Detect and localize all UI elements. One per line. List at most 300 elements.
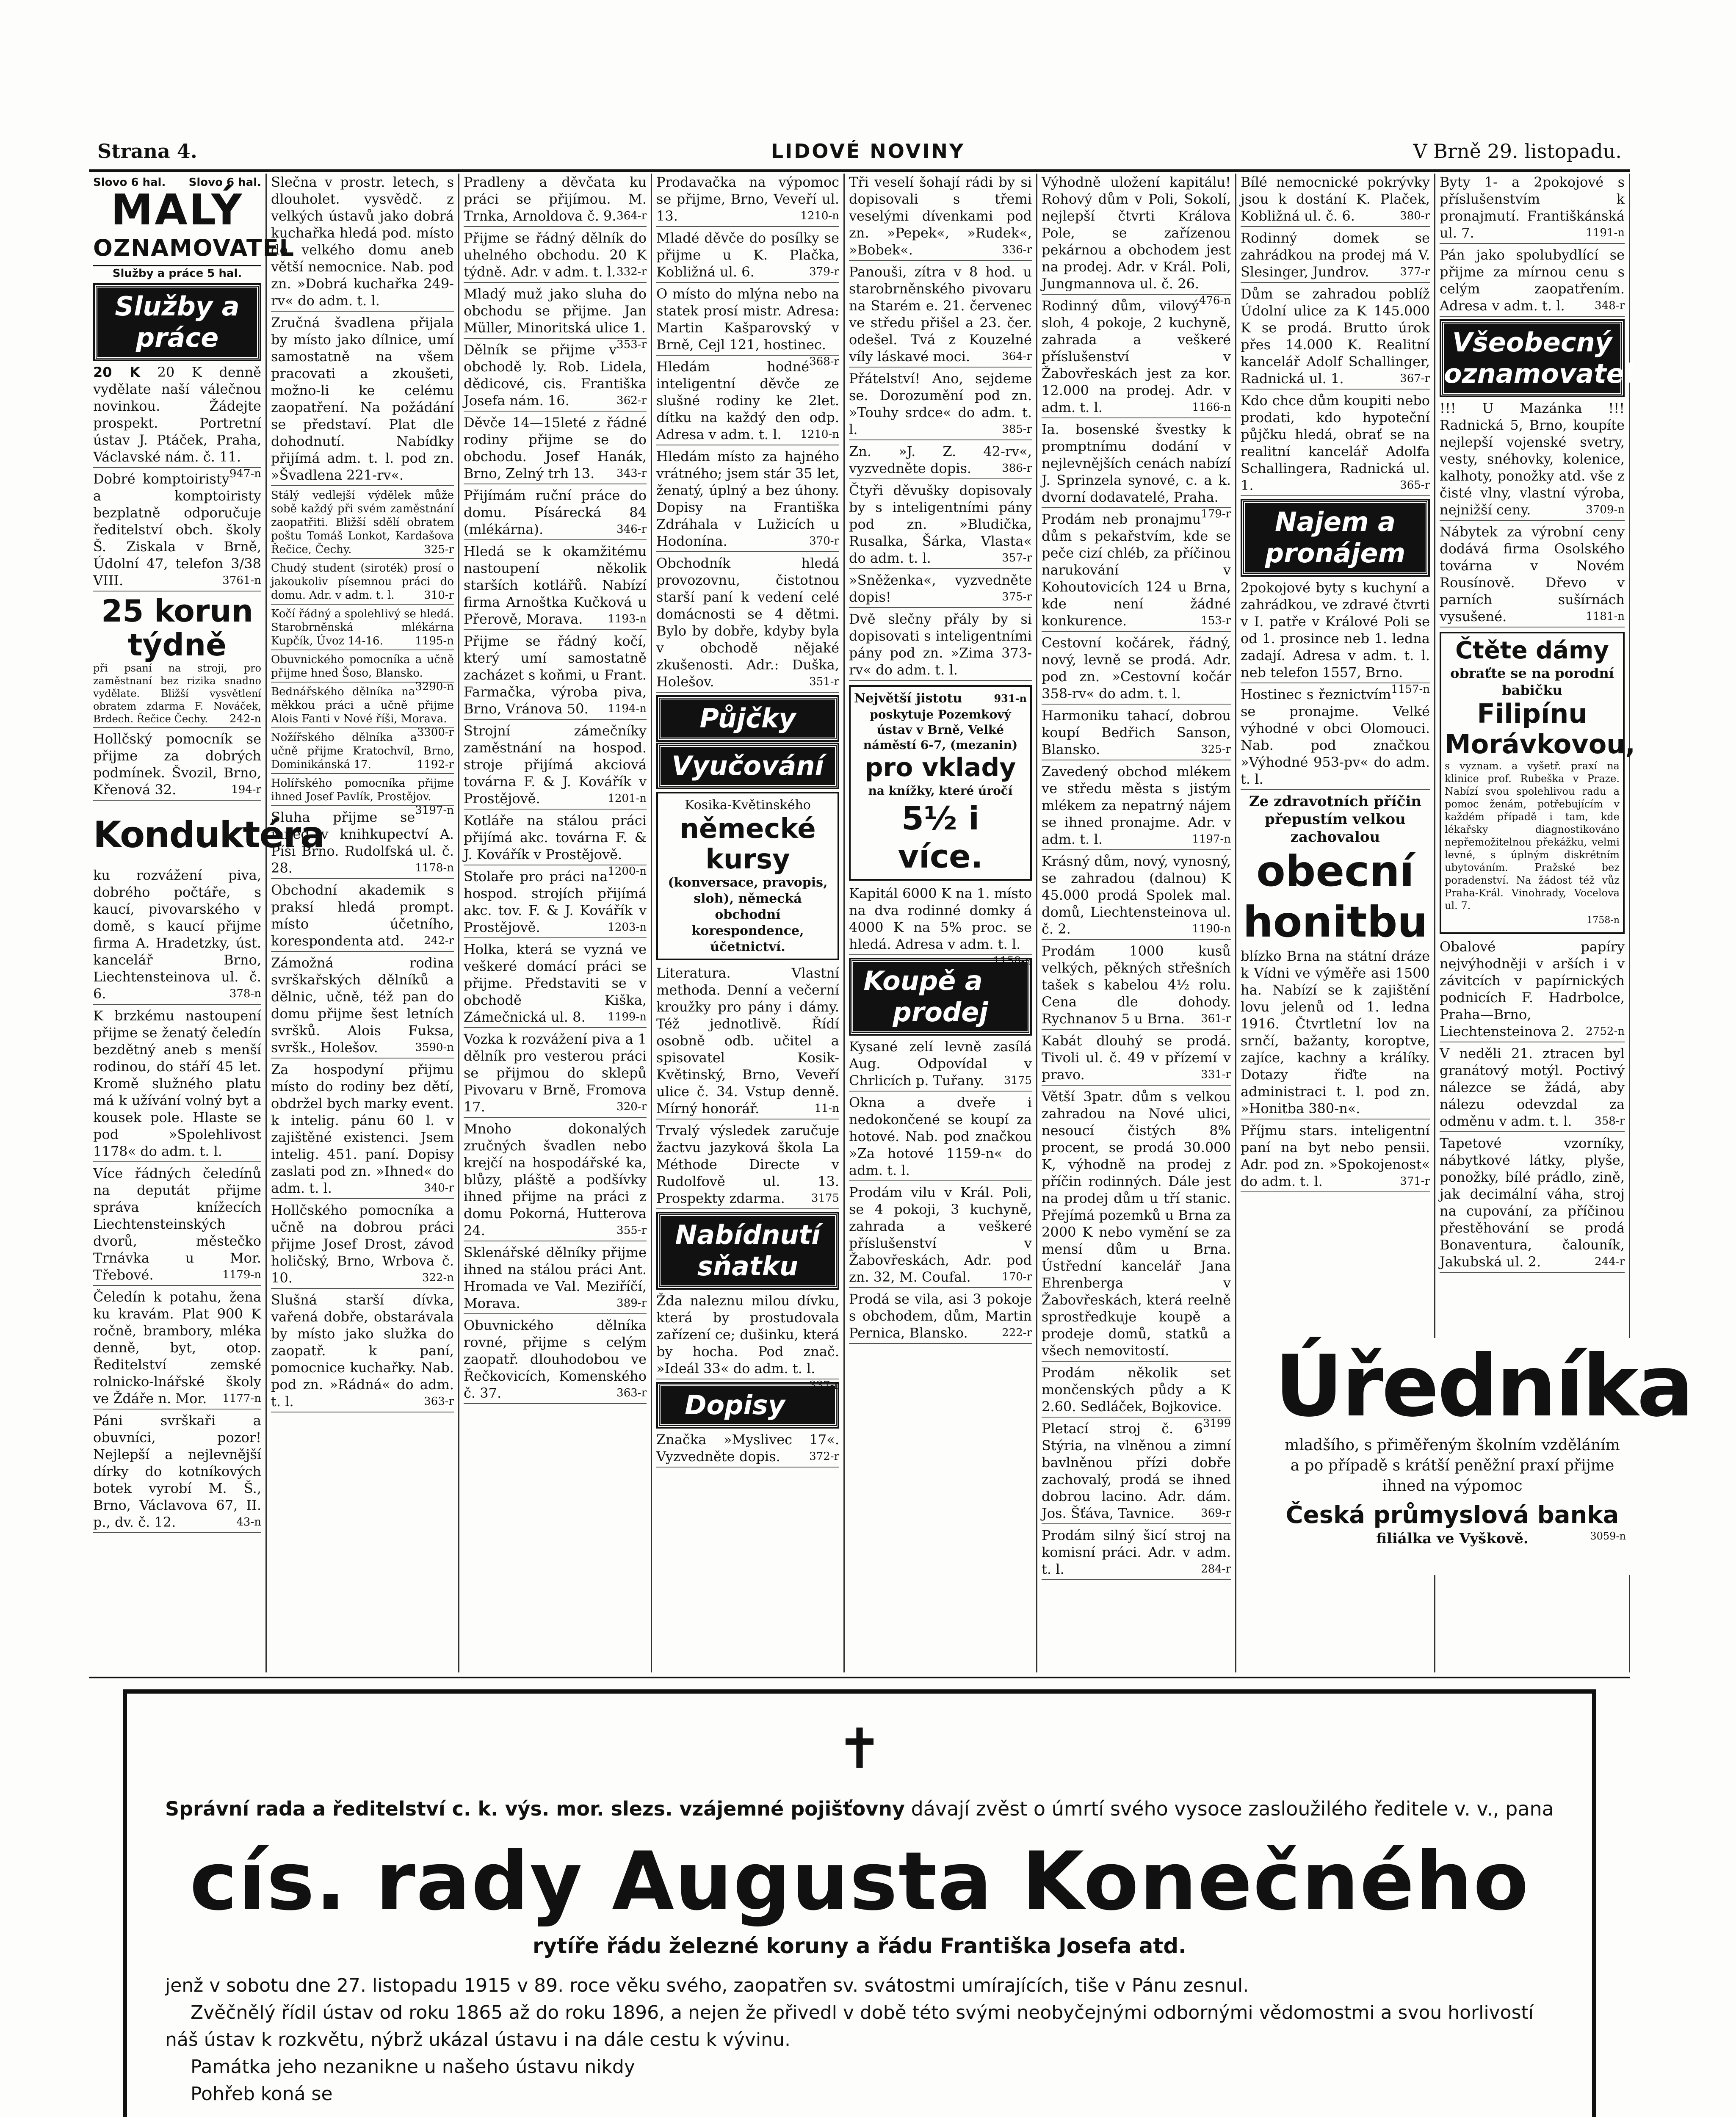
ad-text: Výhodně uložení kapitálu! Rohový dům v Poli, Sokolí, nejlepší čtvrti Králova Pole, se zařízenou pekárnou a obchodem jest na prodej. Adr. v Král. Poli, Jungmannova ul. č. 26.	[1042, 174, 1231, 292]
classified-ad	[849, 370, 1032, 440]
ad-code: 43-n	[236, 1516, 261, 1528]
ad-text: Vozka k rozvážení piva a 1 dělník pro vesterou práci se přijmou do sklepů Pivovaru v Brně, Fromova 17.	[464, 1031, 647, 1115]
ad-code: 1190-n	[1192, 923, 1231, 935]
ad-code: 931-n	[994, 692, 1027, 705]
section-masthead	[93, 176, 295, 281]
ad-text: Děvče 14—15leté z řádné rodiny přijme se do obchodu. Josef Hanák, Brno, Zelný trh 13.	[464, 415, 647, 481]
ad-code: 379-r	[809, 265, 839, 278]
page-header	[97, 140, 1622, 174]
ad-headline: Filipínu Morávkovou,	[1445, 698, 1635, 760]
classified-ad	[1241, 686, 1430, 790]
classified-ad	[1440, 174, 1625, 244]
ad-text: Mnoho dokonalých zručných švadlen nebo krejčí na hospodářské ka, blůzy, pláště a podšívky ihned přijme na práci z domu Pokorná, Hutterova 24.	[464, 1121, 647, 1238]
classified-ad	[849, 1038, 1032, 1092]
ad-text: Kočí řádný a spolehlivý se hledá. Starobrněnská mlékárna Kupčík, Úvoz 14-16.	[271, 608, 454, 647]
ad-text: Prodám vilu v Král. Poli, se 4 pokoji, 3 kuchyně, zahrada a veškeré příslušenství v Žabovřeskách, Adr. pod zn. 32, M. Coufal.	[849, 1184, 1032, 1285]
ad-text: K brzkému nastoupení přijme se ženatý čeledín bezdětný aneb s menší rodinou, do stáří 45 let. Kromě služného platu má k užívání volný byt a kousek pole. Hlaste se pod »Spolehlivost 1178« do adm. t. l.	[93, 1008, 261, 1159]
ad-code: 1758-n	[1587, 915, 1620, 926]
ad-text: Obuvnického pomocníka a učně přijme hned Šoso, Blansko.	[271, 653, 454, 680]
classified-ad	[271, 561, 454, 605]
ad-code: 1203-n	[608, 921, 647, 934]
classified-ad	[271, 607, 454, 650]
ad-text: 20 K denně vydělate naší válečnou novinkou. Žádejte prospekt. Portretní ústav J. Ptáček, Praha, Václavské nám. č. 11.	[93, 364, 261, 465]
obituary-paragraph: jenž v sobotu dne 27. listopadu 1915 v 89. roce věku svého, zaopatřen sv. svátostmi umírajících, tiše v Pánu zesnul.	[165, 1975, 1249, 1996]
classified-ad	[656, 1292, 839, 1392]
ad-text: Ia. bosenské švestky k promptnímu dodání v nejlevnějších cenách nabízí J. Sprinzela synové, c. a k. dvorní dodavatelé, Praha.	[1042, 421, 1231, 505]
ad-code: 3709-n	[1586, 503, 1625, 516]
ad-code: 336-r	[1002, 243, 1032, 256]
classified-ad	[656, 1122, 839, 1209]
ad-code: 1197-n	[1192, 833, 1231, 846]
ad-text: Slušná starší dívka, vařená dobře, obstarávala by místo jako služka do zaopatř. k paní, pomocnice kuchařky. Nab. pod zn. »Rádná« do adm. t. l.	[271, 1292, 454, 1409]
ad-code: 389-r	[616, 1297, 647, 1310]
ad-headline: 25 korun týdně	[101, 593, 253, 663]
classified-ad	[1042, 707, 1231, 760]
ad-code: 2752-n	[1586, 1025, 1625, 1038]
obituary-intro	[165, 1795, 1554, 1822]
ad-code: 3300-r	[417, 726, 454, 739]
mast-title-oznamovatel: OZNAMOVATEL	[93, 235, 295, 261]
classified-ad	[656, 285, 839, 368]
ad-text: Mladý muž jako sluha do obchodu se přijme. Jan Müller, Minoritská ulice 1.	[464, 286, 647, 336]
ad-code: 369-r	[1201, 1507, 1231, 1520]
bank-job-ad	[1274, 1337, 1692, 1575]
classified-columns	[89, 174, 1692, 1672]
classified-ad	[656, 174, 839, 227]
classified-ad	[271, 809, 454, 879]
ad-code: 363-r	[424, 1395, 454, 1408]
ad-code: 1201-n	[608, 792, 647, 805]
ad-code: 1191-n	[1586, 227, 1625, 239]
ad-text: Panouši, zítra v 8 hod. u starobrněnského pivovaru na Starém e. 21. červenec ve středu přišel a 23. čer. odešel. Tvá z Kouzelné víly láskavé moci.	[849, 264, 1032, 365]
ad-code: 242-r	[424, 934, 454, 947]
ad-code: 1177-n	[222, 1392, 261, 1405]
ad-text: Chudý student (siroték) prosí o jakoukoliv písemnou práci do domu. Adr. v adm. t. l.	[271, 562, 454, 602]
section-banner-snatky: Nabídnutí sňatku	[658, 1213, 838, 1288]
classified-ad	[1042, 1088, 1231, 1362]
ad-text: Pán jako spolubydlící se přijme za mírnou cenu s celým zaopatřením. Adresa v adm. t. l.	[1440, 247, 1625, 314]
ad-code: 365-r	[1400, 479, 1430, 492]
ad-code: 11-n	[814, 1102, 839, 1115]
classified-ad	[1241, 285, 1430, 390]
ad-code: 377-r	[1400, 265, 1430, 278]
column-3	[459, 174, 652, 1672]
classified-ad	[656, 229, 839, 283]
ad-text: Nábytek za výrobní ceny dodává firma Osolského továrna v Novém Rousínově. Dřevo v parních sušírnách vysušené.	[1440, 524, 1625, 625]
classified-ad	[849, 443, 1032, 479]
classified-ad	[93, 1007, 261, 1162]
ad-text: Ze zdravotních příčin přepustím velkou zachovalou	[1249, 793, 1422, 846]
ad-text: Kysané zelí levně zasílá Aug. Odpovídal v Chrlicích p. Tuřany.	[849, 1039, 1032, 1089]
mast-note: Služby a práce 5 hal.	[93, 265, 261, 281]
ad-text: Obchodník hledá provozovnu, čistotnou starší paní k vedení celé domácnosti se 4 dětmi. Bylo by dobře, kdyby byla v obchodě nějaké zkušenosti. Adr.: Duška, Holešov.	[656, 555, 839, 690]
obituary-intro-text: dávají zvěst o úmrtí svého vysoce zasloužilého ředitele v. v., pana	[911, 1797, 1554, 1820]
ad-code: 1199-n	[608, 1011, 647, 1023]
classified-ad	[271, 489, 454, 559]
classified-ad	[1440, 938, 1625, 1042]
ad-text: Tři veselí šohají rádi by si dopisovali s třemi veselými dívenkami pod zn. »Pepek«, »Rudek«, »Bobek«.	[849, 174, 1032, 258]
ad-text: Pradleny a děvčata ku práci se přijímou. M. Trnka, Arnoldova č. 9.	[464, 174, 647, 224]
ad-code: 3059-n	[1590, 1530, 1626, 1542]
section-banner-pujcky: Půjčky	[658, 697, 838, 740]
ad-text: Příjmu stars. inteligentní paní na byt nebo pensii. Adr. pod zn. »Spokojenost« do adm. t. l.	[1241, 1122, 1430, 1189]
ad-text: Zručná švadlena přijala by místo jako dílnice, umí samostatně na všem pracovati a zkoušeti, možno-li ke celému zaopatření. Na požádání se představí. Plat dle dohodnutí. Nabídky přijímá adm. t. l. pod zn. »Švadlena 221-rv«.	[271, 315, 454, 483]
ad-text: Prodá se vila, asi 3 pokoje s obchodem, dům, Martin Pernica, Blansko.	[849, 1291, 1032, 1341]
ad-code: 357-r	[1002, 552, 1032, 564]
classified-ad	[849, 572, 1032, 608]
ad-text: Dobré komptoiristy a komptoiristy bezplatně odporučuje ředitelství obch. školy Š. Ziskala v Brně, Údolní 47, telefon 3/38 VIII.	[93, 471, 261, 589]
ad-code: 368-r	[809, 355, 839, 368]
ad-text: poskytuje Pozemkový ústav v Brně, Velké náměstí 6-7, (mezanin)	[863, 708, 1018, 752]
ad-code: 1178-n	[415, 862, 454, 874]
classified-ad	[849, 611, 1032, 681]
classified-ad	[271, 314, 454, 486]
classified-ad	[849, 1094, 1032, 1181]
deceased-name: cís. rady Augusta Konečného	[189, 1835, 1530, 1928]
section-banner-vseobecny: Všeobecný oznamovatel	[1441, 321, 1623, 395]
ad-text: Prodavačka na výpomoc se přijme, Brno, Veveří ul. 13.	[656, 174, 839, 224]
ad-text: Kosika-Květinského	[685, 798, 811, 813]
ad-code: 364-r	[1002, 350, 1032, 363]
ad-text: Žda naleznu milou dívku, která by prostudovala zařízení ce; dušinku, která by hocha. Pod znač. »Ideál 33« do adm. t. l.	[656, 1293, 839, 1376]
ad-text: Krásný dům, nový, vynosný, se zahradou (dalnou) K 45.000 prodá Spolek mal. domů, Liechtensteinova ul. č. 2.	[1042, 853, 1231, 937]
cross-icon: ✝	[836, 1716, 883, 1781]
mast-price-left: Slovo 6 hal.	[93, 176, 166, 189]
ad-code: 1195-n	[415, 635, 454, 647]
section-banner-najem: Najem a pronájem	[1242, 500, 1428, 575]
classified-ad	[464, 722, 647, 810]
header-rule	[89, 169, 1630, 172]
ad-code: 1166-n	[1192, 401, 1231, 414]
classified-ad	[1042, 1032, 1231, 1086]
classified-ad	[1241, 229, 1430, 283]
ad-code: 153-r	[1201, 614, 1231, 627]
classified-ad	[1440, 246, 1625, 317]
ad-headline: obecní honitbu	[1243, 846, 1428, 947]
mast-price-right: Slovo 6 hal.	[188, 176, 261, 189]
classified-ad	[1241, 174, 1430, 227]
column-6	[1037, 174, 1236, 1672]
ad-code: 386-r	[1002, 462, 1032, 475]
classified-ad	[849, 1184, 1032, 1288]
classified-ad	[464, 633, 647, 720]
ad-code: 325-r	[424, 543, 454, 556]
ad-code: 346-r	[616, 523, 647, 536]
ad-code: 1193-n	[608, 613, 647, 625]
ad-text: Obuvnického dělníka rovné, přijme s celým zaopatř. dlouhodobou ve Řečkovicích, Komenského č. 37.	[464, 1317, 647, 1401]
midwife-ad	[1440, 632, 1635, 934]
classified-ad	[1042, 511, 1231, 632]
ad-code: 3590-n	[415, 1041, 454, 1054]
classified-ad	[464, 941, 647, 1028]
ad-code: 332-r	[616, 265, 647, 278]
ad-text: Prodám silný šicí stroj na komisní práci. Adr. v adm. t. l.	[1042, 1527, 1231, 1577]
ad-code: 353-r	[616, 338, 647, 351]
classified-ad	[271, 174, 454, 312]
classified-ad	[1042, 942, 1231, 1030]
ad-text: Kapitál 6000 K na 1. místo na dva rodinné domky á 4000 K na 5% proc. se hledá. Adresa v adm. t. l.	[849, 885, 1032, 952]
ad-code: 1158-n	[993, 955, 1032, 967]
classified-ad	[93, 1412, 261, 1533]
classified-ad	[93, 470, 261, 591]
ad-text: s vyznam. a vyšetř. praxí na klinice prof. Rubeška v Praze. Nabízí svou spolehlivou radu a pomoc ženám, potřebujícím v každém případě i tam, kde lékařsky diagnostikováno nepřemožitelnou překážku, velmi levné, s úplným diskrétním ubytováním. Pražské bez poradenství. Na žádost též vůz Praha-Král. Vinohrady, Vocelova ul. 7.	[1445, 760, 1620, 912]
ad-text: Bednářského dělníka na měkkou práci a učně přijme Alois Fanti v Nové říši, Morava.	[271, 685, 454, 725]
classified-ad	[1042, 174, 1231, 307]
ad-text: Čeledín k potahu, žena ku kravám. Plat 900 K ročně, brambory, mléka denně, byt, otop. Ředitelství zemské rolnicko-lnářské školy ve Ždáře n. Mor.	[93, 1289, 261, 1407]
classified-ad	[464, 174, 647, 227]
mast-title-maly: MALÝ	[111, 185, 244, 235]
classified-ad	[464, 1317, 647, 1404]
ad-text: Kdo chce dům koupiti nebo prodati, kdo hypoteční půjčku hledá, obrať se na realitní kancelář Adolfa Schallingera, Radnická ul. 1.	[1241, 392, 1430, 493]
ad-text: Značka »Myslivec 17«. Vyzvedněte dopis.	[656, 1432, 839, 1465]
ad-text: Prodám neb pronajmu dům s pekařstvím, kde se peče cizí chléb, za příčinou narukování v Kohoutovicích 124 u Brna, kde není žádné konkurence.	[1042, 511, 1231, 629]
ad-text: Kabát dlouhý se prodá. Tivoli ul. č. 49 v přízemí v pravo.	[1042, 1033, 1231, 1083]
ad-code: 1210-n	[800, 210, 839, 222]
ad-text: »Sněženka«, vyzvedněte dopis!	[849, 572, 1032, 605]
classified-ad	[1042, 1364, 1231, 1430]
classified-ad	[464, 229, 647, 283]
ad-text: Hollčského pomocníka a učně na dobrou práci přijme Josef Drost, závod holičský, Brno, Wrbova č. 10.	[271, 1202, 454, 1286]
ad-code: 194-r	[231, 783, 261, 796]
ad-code: 355-r	[616, 1224, 647, 1237]
ad-code: 3199	[1202, 1417, 1231, 1430]
ad-headline: německé kursy	[680, 813, 816, 875]
classified-ad	[1042, 853, 1231, 940]
column-4	[652, 174, 845, 1672]
ad-code: 363-r	[616, 1387, 647, 1399]
ad-code: 367-r	[1400, 372, 1430, 385]
ad-code: 244-r	[1595, 1255, 1625, 1268]
ad-code: 1157-n	[1391, 683, 1430, 696]
ad-code: 3761-n	[222, 574, 261, 587]
ad-code: 371-r	[1400, 1175, 1430, 1188]
classified-ad	[93, 662, 261, 728]
ad-text: mladšího, s přiměřeným školním vzděláním a po případě s krátší peněžní praxí přijme ihned na výpomoc	[1285, 1437, 1620, 1495]
ad-code: 947-n	[229, 467, 261, 480]
ad-text: Trvalý výsledek zaručuje žactvu jazyková škola La Méthode Directe v Rudolfově ul. 13. Prospekty zdarma.	[656, 1122, 839, 1206]
classified-ad	[656, 555, 839, 693]
ad-text: Holka, která se vyzná ve veškeré domácí práci se přijme. Představiti se v obchodě Kiška, Zámečnická ul. 8.	[464, 941, 647, 1025]
ad-text: Zavedený obchod mlékem ve středu města s jistým mlékem za nepatrný nájem se ihned pronajme. Adr. v adm. t. l.	[1042, 763, 1231, 847]
classified-ad	[1241, 948, 1430, 1119]
ad-code: 320-r	[616, 1100, 647, 1113]
column-2	[267, 174, 459, 1672]
ad-text: při psaní na stroji, pro zaměstnaní bez rizika snadno vydělate. Bližší vysvětlení obratem zdarma F. Nováček, Brdech. Řečice Čechy.	[93, 662, 261, 725]
ad-code: 351-r	[809, 675, 839, 688]
classified-ad	[656, 448, 839, 552]
ad-text: Nožířského dělníka a učně přijme Kratochvíl, Brno, Dominikánská 17.	[271, 731, 454, 771]
ad-code: 222-r	[1002, 1327, 1032, 1339]
ad-headline: Čtěte dámy	[1455, 637, 1609, 664]
classified-ad	[1042, 1527, 1231, 1580]
classified-ad	[1042, 1420, 1231, 1524]
ad-code: 3175	[1003, 1074, 1032, 1087]
ad-code: 242-n	[229, 713, 261, 725]
classified-ad	[1241, 579, 1430, 696]
classified-ad	[1440, 1045, 1625, 1132]
ad-text: Okna a dveře i nedokončené se koupí za hotové. Nab. pod značkou »Za hotové 1159-n« do adm. t. l.	[849, 1094, 1032, 1178]
ad-code: 380-r	[1400, 210, 1430, 222]
ad-text: obraťte se na porodní babičku	[1450, 665, 1614, 698]
classified-ad	[656, 1431, 839, 1468]
ad-text: Cestovní kočárek, řádný, nový, levně se prodá. Adr. pod zn. »Cestovní kočár 358-rv« do adm. t. l.	[1042, 635, 1231, 702]
ad-text: Prodám 1000 kusů velkých, pěkných střešních tašek s kabelou 4½ rolu. Cena dle dohody. Rychnanov 5 u Brna.	[1042, 943, 1231, 1027]
ad-code: 343-r	[616, 467, 647, 480]
classified-ad	[464, 1031, 647, 1118]
ad-code: 331-r	[1201, 1068, 1231, 1081]
classified-ad	[849, 1291, 1032, 1344]
obituary-paragraph: Památka jeho nezanikne u našeho ústavu nikdy	[191, 2056, 635, 2078]
ad-text: Byty 1- a 2pokojové s příslušenstvím k pronajmutí. Františkánská ul. 7.	[1440, 174, 1625, 241]
ad-code: 340-r	[424, 1182, 454, 1194]
ad-text: Hledá se k okamžitému nastoupení několik starších kotlářů. Nabízí firma Arnoštka Kučková u Přerově, Morava.	[464, 543, 647, 627]
ad-code: 385-r	[1002, 423, 1032, 436]
ad-text: Bílé nemocnické pokrývky jsou k dostání K. Plaček, Kobližná ul. č. 6.	[1241, 174, 1430, 224]
ad-text: Přijme se řádný dělník do uhelného obchodu. 20 K týdně. Adr. v adm. t. l.	[464, 230, 647, 280]
classified-ad	[849, 174, 1032, 261]
ad-code: 370-r	[809, 535, 839, 547]
classified-ad	[1042, 634, 1231, 705]
ad-code: 1200-n	[608, 865, 647, 878]
ad-code: 3290-n	[415, 680, 454, 693]
ad-text: O místo do mlýna nebo na statek prosí mistr. Adresa: Martin Kašparovský v Brně, Cejl 121, hostinec.	[656, 286, 839, 353]
column-5	[845, 174, 1037, 1672]
classified-ad	[464, 1120, 647, 1241]
classified-ad	[271, 1202, 454, 1289]
ad-text: na knížky, které úročí	[868, 784, 1013, 798]
classified-ad	[1241, 392, 1430, 496]
classified-ad	[1042, 421, 1231, 520]
ad-text: Zn. »J. Z. 42-rv«, vyzvedněte dopis.	[849, 443, 1032, 476]
classified-ad	[464, 812, 647, 878]
language-course-ad	[656, 792, 839, 960]
ad-text: Tapetové vzorníky, nábytkové látky, plyše, ponožky, bílé prádlo, zině, jak decimální váha, stroj na cupování, za příčinou přestěhování se prodá Bonaventura, čalouník, Jakubská ul. 2.	[1440, 1135, 1625, 1270]
column-1	[89, 174, 324, 1672]
ad-text: Literatura. Vlastní methoda. Denní a večerní kroužky pro pány i dámy. Též jednotlivě. Řídí osobně odb. učitel a spisovatel Kosik-Květinský, Brno, Veveří ulice č. 34. Vstup denně. Mírný honorář.	[656, 965, 839, 1117]
ad-text: 2pokojové byty s kuchyní a zahrádkou, ve zdravé čtvrti v I. patře v Králové Poli se od 1. prosince neb 1. ledna zadají. Adresa v adm. t. l. neb telefon 1557, Brno.	[1241, 580, 1430, 680]
ad-text: Sklenářské dělníky přijme ihned na stálou práci Ant. Hromada ve Val. Meziříčí, Morava.	[464, 1244, 647, 1311]
section-banner-koupe-prodej: Koupě a prodej	[851, 959, 1030, 1034]
ad-text: Sluha přijme se ihned v knihkupectví A. Píši Brno. Rudolfská ul. č. 28.	[271, 809, 454, 876]
section-rule	[89, 1677, 1630, 1678]
classified-ad	[849, 482, 1032, 569]
ad-code: 284-r	[1201, 1563, 1231, 1575]
classified-ad	[464, 1244, 647, 1314]
ad-interest-rate: 5½ i více.	[898, 799, 983, 875]
classified-ad	[849, 885, 1032, 967]
classified-ad	[271, 882, 454, 952]
ad-text: Hollčský pomocník se přijme za dobrých podmínek. Švozil, Brno, Křenová 32.	[93, 731, 261, 798]
classified-ad	[849, 263, 1032, 368]
ad-code: 476-n	[1199, 294, 1231, 307]
ad-code: 372-r	[809, 1450, 839, 1463]
ad-code: 362-r	[616, 394, 647, 407]
ad-code: 325-r	[1201, 743, 1231, 756]
ad-text: Stálý vedlejší výdělek může sobě každý při svém zaměstnání zaopatřiti. Bližší sdělí obratem poštu Tomáš Lonkot, Kardašova Řečice, Čechy.	[271, 489, 454, 556]
classified-ad	[271, 653, 454, 693]
ad-code: 170-r	[1002, 1271, 1032, 1283]
obituary-paragraph: Pohřeb koná se	[191, 2083, 333, 2105]
ad-text: Holířského pomocníka přijme ihned Josef Pavlík, Prostějov.	[271, 777, 454, 803]
ad-code: 364-r	[616, 210, 647, 222]
ad-text: Přátelství! Ano, sejdeme se. Dorozumění pod zn. »Touhy srdce« do adm. t. l.	[849, 370, 1032, 437]
ad-text: Dvě slečny přály by si dopisovati s inteligentními pány pod zn. »Zima 373-rv« do adm. t. l.	[849, 611, 1032, 678]
ad-text: Strojní zámečníky zaměstnání na hospod. stroje přijímá akciová továrna F. & J. Kovářík v Prostějově.	[464, 723, 647, 807]
ad-code: 3175	[811, 1192, 839, 1205]
ad-text: Větší 3patr. dům s velkou zahradou na Nové ulici, nesoucí čistých 8% procent, se prodá 30.000 K, výhodně na prodej z příčin rodinných. Dále jest na prodej dům u tří stanic. Přejímá pozemků u Brna za 2000 K nebo vymění se za mensí dům u Brna. Ústřední kancelář Jana Ehrenberga v Žabovřeskách, která reelně sprostředkuje koupě a prodeje domů, statků a všech nemovitostí.	[1042, 1089, 1231, 1359]
ad-text: !!! U Mazánka !!! Radnická 5, Brno, koupíte nejlepší vojenské svetry, vesty, snéhovky, kolenice, kalhoty, ponožky atd. vše z čisté vlny, vlastní výroba, nejnižší ceny.	[1440, 400, 1625, 518]
ad-text: Hledám místo za hajného vrátného; jsem stár 35 let, ženatý, úplný a bez úhony. Dopisy na Františka Zdráhala v Lužicích u Hodonína.	[656, 448, 839, 549]
classified-ad	[271, 1061, 454, 1199]
classified-ad	[464, 487, 647, 540]
classified-ad	[93, 730, 261, 801]
ad-text: ku rozvážení piva, dobrého počtáře, s kaucí, pivovarského v domě, s kaucí přijme firma A. Hradetzky, úst. kancelář Brno, Liechtensteinova ul. č. 6.	[93, 867, 261, 1002]
classified-ad	[1042, 763, 1231, 850]
bank-name: Česká průmyslová banka	[1285, 1501, 1619, 1529]
classified-ad	[464, 414, 647, 484]
ad-text: (konversace, pravopis, sloh), německá obchodní korespondence, účetnictví.	[668, 875, 828, 954]
ad-text: Harmoniku tahací, dobrou koupí Bedřich Sanson, Blansko.	[1042, 708, 1231, 757]
obituary-paragraph: Zvěčnělý řídil ústav od roku 1865 až do roku 1896, a nejen že přivedl v době této svými neobyčejnými odbornými vědomostmi a svou horlivostí náš ústav k rozkvětu, nýbrž ukázal ústavu i na dále cestu k vývinu.	[165, 2002, 1534, 2051]
ad-text: Dům se zahradou poblíž Údolní ulice za K 145.000 K se prodá. Brutto úrok přes 14.000 K. Realitní kancelář Adolf Schallinger, Radnická ul. 1.	[1241, 286, 1430, 387]
ad-text: Kotláře na stálou práci přijímá akc. továrna F. & J. Kovářík v Prostějově.	[464, 813, 647, 862]
ad-code: 375-r	[1002, 591, 1032, 603]
classified-ad	[93, 867, 261, 1005]
ad-code: 179-r	[1201, 508, 1231, 520]
ad-code: 322-n	[422, 1271, 454, 1284]
ad-text: Za hospodyní přijmu místo do rodiny bez dětí, obdržel bych marky event. k intelig. pánu 60 l. v zajištěné existenci. Jsem intelig. 451. paní. Dopisy zaslati pod zn. »Ihned« do adm. t. l.	[271, 1061, 454, 1196]
classified-ad	[271, 1291, 454, 1412]
ad-text: Přijímám ruční práce do domu. Písárecká 84 (mlékárna).	[464, 487, 647, 537]
ad-code: 361-r	[1201, 1012, 1231, 1025]
classified-ad: 20 K 20 K denně vydělate naší válečnou novinkou. Žádejte prospekt. Portretní ústav J. Ptáček, Praha, Václavské nám. č. 11. 947-n	[93, 364, 261, 468]
ad-text: Slečna v prostr. letech, s dlouholet. vysvědč. z velkých ústavů jako dobrá kuchařka hledá pod. místo do velkého domu aneb větší nemocnice. Nab. pod zn. »Dobrá kuchařka 249-rv« do adm. t. l.	[271, 174, 454, 309]
ad-code: 310-r	[424, 589, 454, 602]
ad-code: 337-r	[809, 1379, 839, 1392]
ad-text: Pletací stroj č. 6 Stýria, na vlněnou a zimní bavlněnou přízi dobře zachovalý, prodá se ihned dobrou lacino. Adr. dám. Jos. Šťáva, Tavnice.	[1042, 1421, 1231, 1521]
classified-ad	[1241, 1122, 1430, 1192]
classified-ad	[656, 965, 839, 1119]
ad-text: Páni svrškaři a obuvníci, pozor! Nejlepší a nejlevnější dírky do kotníkových botek vyrobí M. Š., Brno, Václavova 67, II. p., dv. č. 12.	[93, 1412, 261, 1530]
classified-ad	[1440, 523, 1625, 627]
ad-text: Prodám několik set mončenských půdy a K 2.60. Sedláček, Bojkovice.	[1042, 1365, 1231, 1415]
ad-text: Rodinný dům, vilový sloh, 4 pokoje, 2 kuchyně, zahrada a veškeré příslušenství v Žabovřeskách jest za kor. 12.000 na prodej. Adr. v adm. t. l.	[1042, 298, 1231, 415]
ad-text: V neděli 21. ztracen byl granátový motýl. Poctivý nálezce se žádá, aby nálezu odevzdal za odměnu v adm. t. l.	[1440, 1045, 1625, 1129]
ad-code: 358-r	[1595, 1115, 1625, 1128]
ad-headline: Konduktéra	[93, 814, 324, 856]
ad-title: Největší jistotu	[854, 691, 962, 706]
section-banner-dopisy: Dopisy	[658, 1384, 838, 1427]
ad-code: 348-r	[1595, 299, 1625, 312]
obituary-notice	[123, 1689, 1596, 2117]
classified-ad	[464, 543, 647, 630]
section-banner-sluzby: Služby a práce	[95, 285, 260, 359]
section-banner-vyucovani: Vyučování	[658, 744, 838, 788]
classified-ad	[1440, 1135, 1625, 1273]
ad-text: Mladé děvče do posílky se přijme u K. Plačka, Kobližná ul. 6.	[656, 230, 839, 280]
ad-text: Přijme se řádný kočí, který umí samostatně zacházet s koňmi, u Frant. Farmačka, výroba piva, Brno, Vránova 50.	[464, 633, 647, 717]
ad-text: Čtyři děvušky dopisovaly by s inteligentními pány pod zn. »Bludička, Rusalka, Šárka, Vlasta« do adm. t. l.	[849, 482, 1032, 566]
ad-text: Zámožná rodina svrškařských dělníků a dělnic, učně, též pan do domu přijme šest letních svršků. Alois Fuksa, svršk., Holešov.	[271, 955, 454, 1056]
ad-text: Hostinec s řeznictvím se pronajme. Velké výhodné v obci Olomouci. Nab. pod značkou »Výhodné 953-pv« do adm. t. l.	[1241, 686, 1430, 787]
ad-code: 1181-n	[1586, 610, 1625, 623]
ad-text: Stolaře pro práci na hospod. strojích přijímá akc. tov. F. & J. Kovářík v Prostějově.	[464, 868, 647, 935]
ad-text: blízko Brna na státní dráze k Vídni ve výměře asi 1500 ha. Nabízí se k zajištění lovu jelenů od 1. ledna 1916. Čtvrtletní lov na srnčí, bažanty, koroptve, zajíce, kachny a králíky. Dotazy řiďte na administraci t. l. pod zn. »Honitba 380-n«.	[1241, 948, 1430, 1117]
ad-text: Hledám hodné inteligentní děvče ze slušné rodiny ke 2let. dítku na každý den odp. Adresa v adm. t. l.	[656, 359, 839, 442]
ad-code: 1192-r	[417, 758, 454, 771]
dateline: V Brně 29. listopadu.	[1413, 140, 1622, 163]
ad-headline: Úředníka	[1274, 1337, 1692, 1436]
